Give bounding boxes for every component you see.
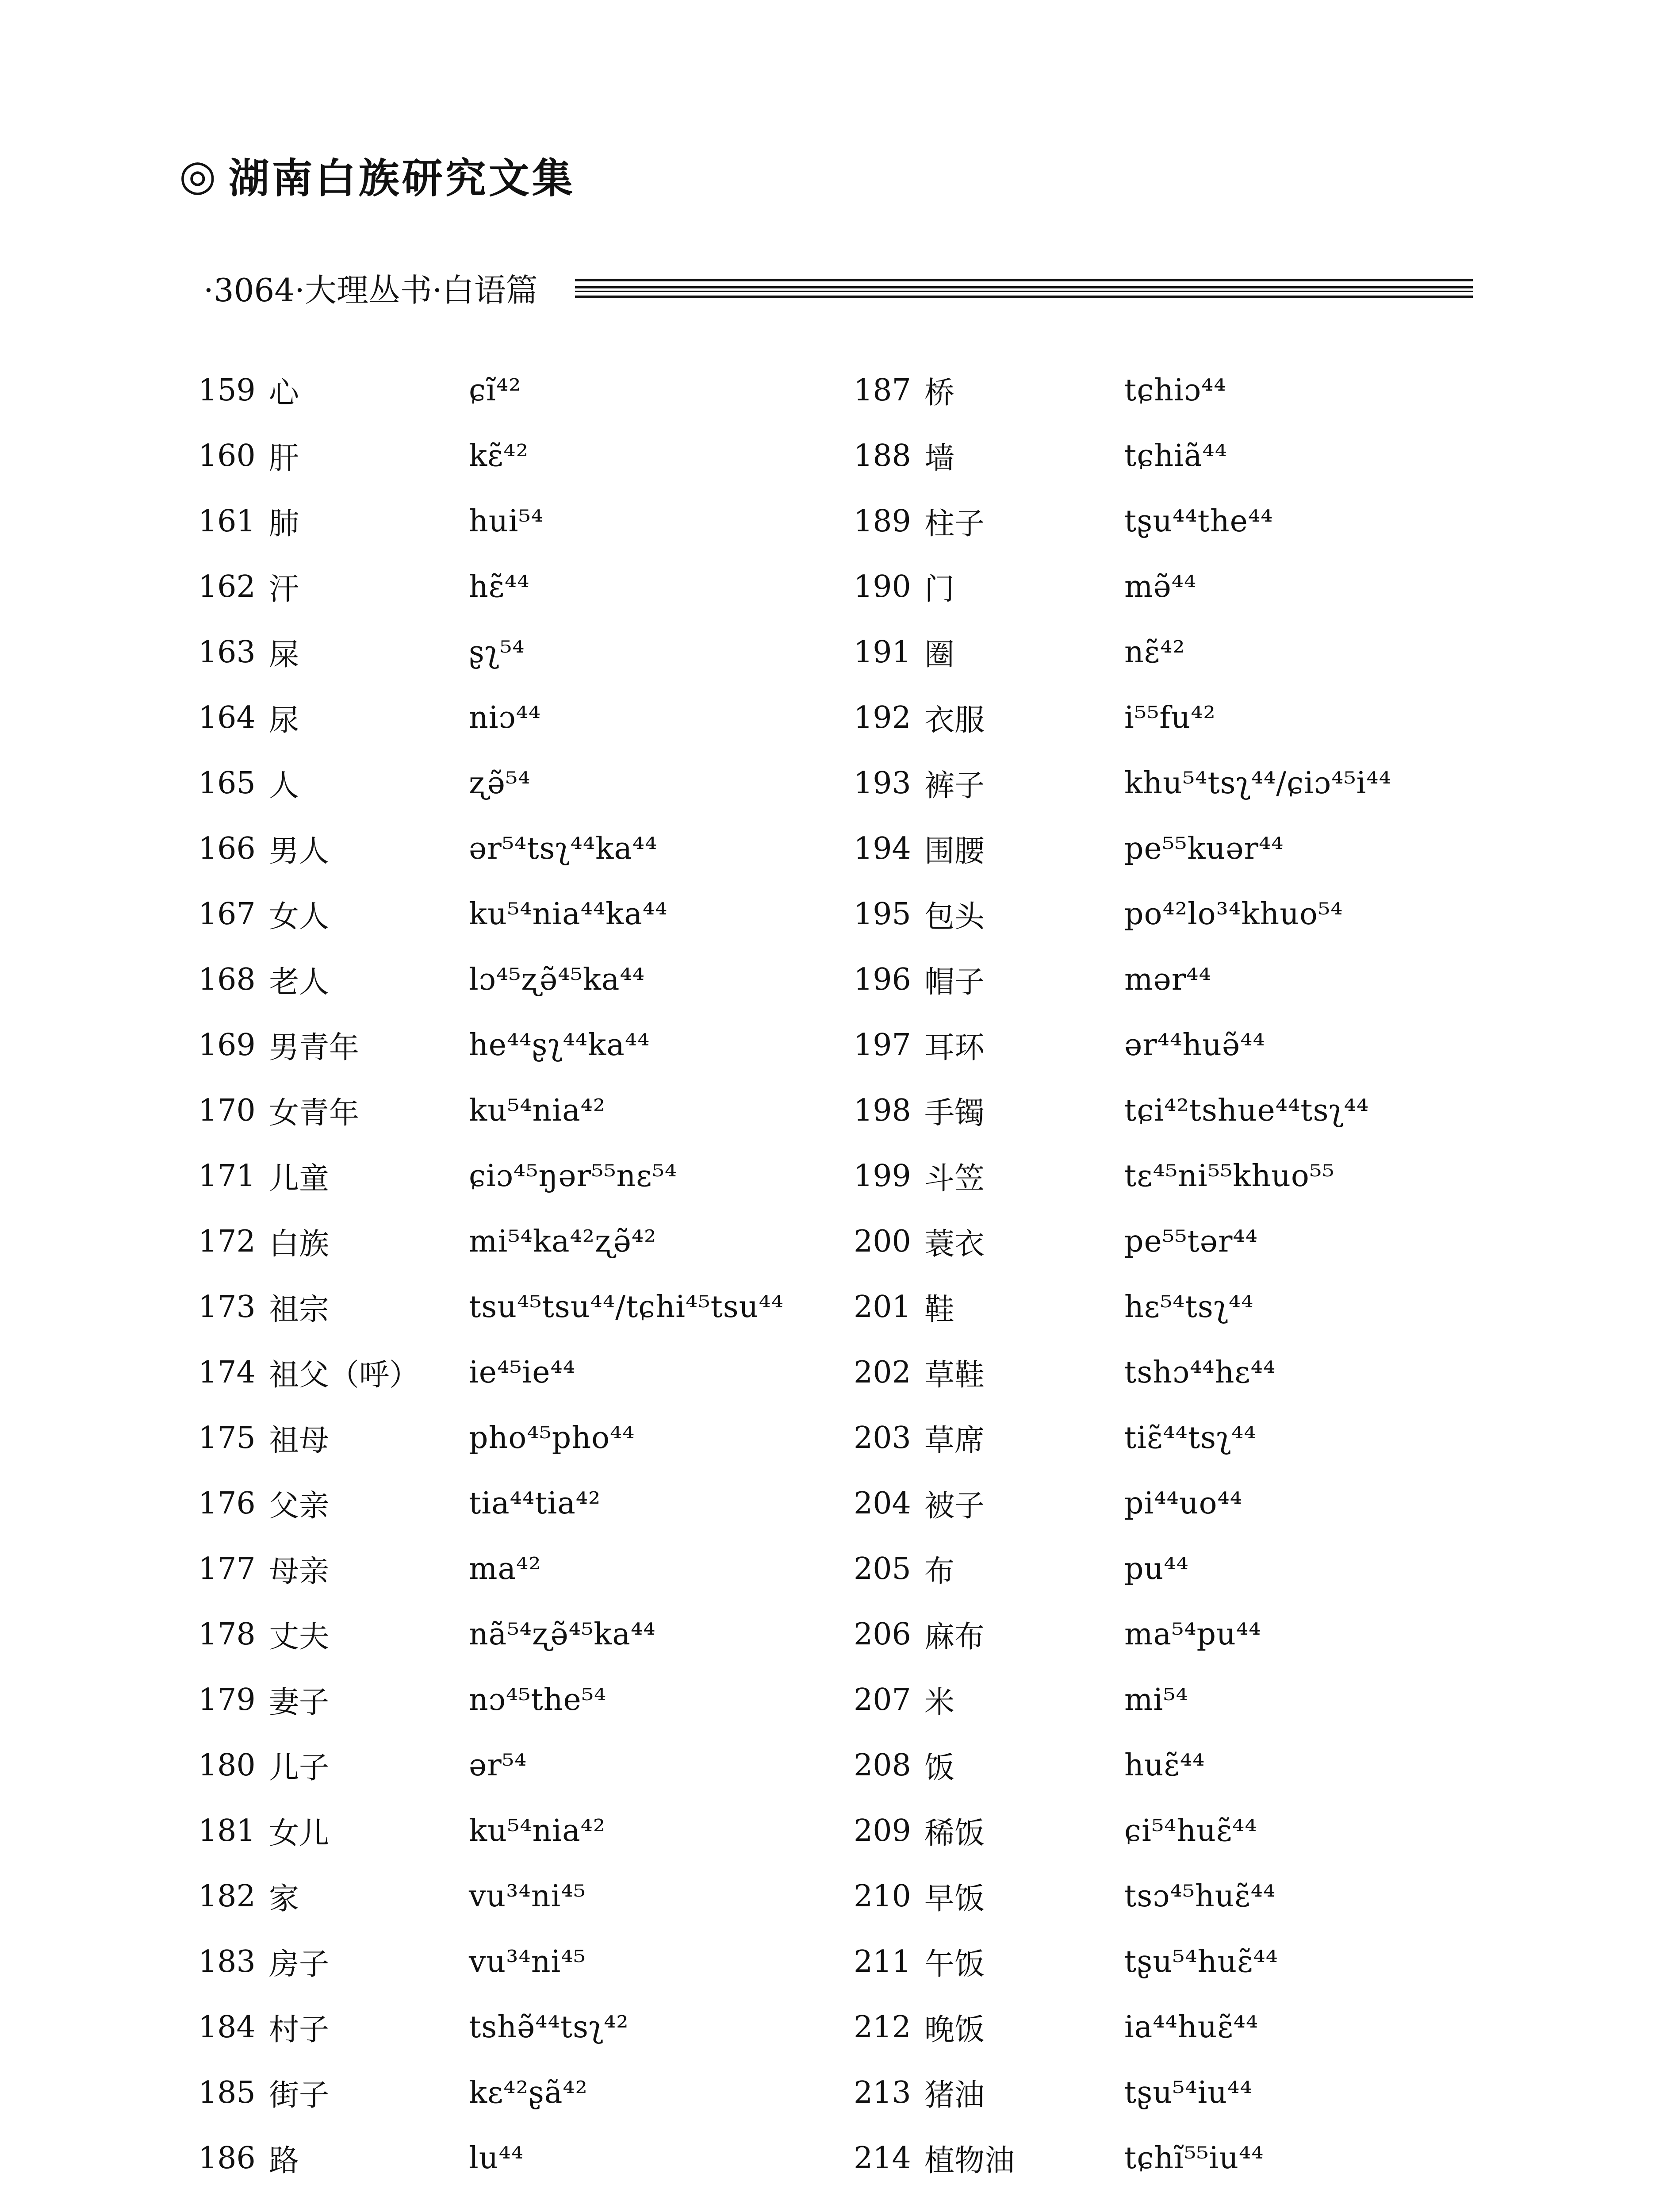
entry-pronunciation: he⁴⁴ʂʅ⁴⁴ka⁴⁴ bbox=[469, 1027, 650, 1063]
entry-chinese: 午饭 bbox=[924, 1947, 985, 1982]
word-entry bbox=[854, 1863, 1606, 1929]
entry-number: 160 bbox=[198, 438, 256, 473]
entry-number: 197 bbox=[854, 1027, 911, 1063]
entry-pronunciation: ɕiɔ⁴⁵ŋər⁵⁵nɛ⁵⁴ bbox=[469, 1158, 678, 1194]
entry-chinese: 父亲 bbox=[269, 1488, 330, 1524]
word-entry bbox=[854, 1340, 1606, 1405]
entry-chinese: 尿 bbox=[269, 703, 299, 738]
entry-chinese: 男青年 bbox=[269, 1030, 360, 1065]
word-entry bbox=[198, 1667, 950, 1732]
word-entry bbox=[854, 1274, 1606, 1340]
entry-number: 188 bbox=[854, 438, 911, 473]
entry-number: 179 bbox=[198, 1682, 256, 1717]
word-entry bbox=[854, 1929, 1606, 1994]
entry-number: 169 bbox=[198, 1027, 256, 1063]
entry-chinese: 麻布 bbox=[924, 1619, 985, 1655]
entry-pronunciation: ie⁴⁵ie⁴⁴ bbox=[469, 1355, 576, 1390]
entry-number: 161 bbox=[198, 503, 256, 539]
entry-chinese: 肝 bbox=[269, 441, 299, 476]
entry-chinese: 草鞋 bbox=[924, 1357, 985, 1393]
word-entry bbox=[854, 2125, 1606, 2191]
entry-chinese: 家 bbox=[269, 1881, 299, 1916]
entry-pronunciation: ku⁵⁴nia⁴² bbox=[469, 1813, 606, 1848]
entry-chinese: 女青年 bbox=[269, 1095, 360, 1131]
word-entry bbox=[198, 2060, 950, 2125]
entry-number: 167 bbox=[198, 896, 256, 932]
word-entry bbox=[198, 1405, 950, 1471]
entry-number: 186 bbox=[198, 2140, 256, 2176]
entry-pronunciation: ʂʅ⁵⁴ bbox=[469, 634, 525, 670]
word-entry bbox=[854, 554, 1606, 619]
word-entry bbox=[198, 816, 950, 881]
word-entry bbox=[198, 554, 950, 619]
entry-pronunciation: mər⁴⁴ bbox=[1124, 962, 1211, 997]
entry-number: 175 bbox=[198, 1420, 256, 1455]
entry-pronunciation: pe⁵⁵kuər⁴⁴ bbox=[1124, 831, 1284, 866]
entry-pronunciation: tshɔ⁴⁴hɛ⁴⁴ bbox=[1124, 1355, 1276, 1390]
word-entry bbox=[198, 1143, 950, 1209]
entry-chinese: 植物油 bbox=[924, 2143, 1015, 2178]
word-entry bbox=[198, 750, 950, 816]
entry-chinese: 肺 bbox=[269, 506, 299, 541]
entry-chinese: 屎 bbox=[269, 637, 299, 672]
series-mark: ◎ bbox=[179, 150, 219, 200]
entry-chinese: 桥 bbox=[924, 375, 955, 411]
word-entry bbox=[854, 357, 1606, 423]
entry-number: 178 bbox=[198, 1617, 256, 1652]
entry-chinese: 布 bbox=[924, 1554, 955, 1589]
entry-pronunciation: ər⁴⁴huə̃⁴⁴ bbox=[1124, 1027, 1265, 1063]
word-entry bbox=[198, 947, 950, 1012]
entry-chinese: 草席 bbox=[924, 1423, 985, 1458]
entry-pronunciation: tɕhiɔ⁴⁴ bbox=[1124, 373, 1226, 408]
entry-number: 181 bbox=[198, 1813, 256, 1848]
entry-number: 212 bbox=[854, 2009, 911, 2045]
entry-pronunciation: tshə̃⁴⁴tsʅ⁴² bbox=[469, 2009, 629, 2045]
entry-number: 184 bbox=[198, 2009, 256, 2045]
entry-pronunciation: tia⁴⁴tia⁴² bbox=[469, 1486, 601, 1521]
word-entry bbox=[854, 619, 1606, 685]
word-entry bbox=[854, 1209, 1606, 1274]
entry-number: 183 bbox=[198, 1944, 256, 1979]
entry-pronunciation: kɛ̃⁴² bbox=[469, 438, 529, 473]
entry-number: 172 bbox=[198, 1224, 256, 1259]
entry-pronunciation: mi⁵⁴ka⁴²ʐə̃⁴² bbox=[469, 1224, 657, 1259]
entry-number: 177 bbox=[198, 1551, 256, 1586]
entry-number: 176 bbox=[198, 1486, 256, 1521]
entry-pronunciation: niɔ⁴⁴ bbox=[469, 700, 541, 735]
word-entry bbox=[198, 357, 950, 423]
word-entry bbox=[854, 685, 1606, 750]
entry-chinese: 祖母 bbox=[269, 1423, 330, 1458]
entry-number: 173 bbox=[198, 1289, 256, 1325]
word-entry bbox=[854, 423, 1606, 488]
entry-pronunciation: pi⁴⁴uo⁴⁴ bbox=[1124, 1486, 1243, 1521]
entry-pronunciation: tɕhiã⁴⁴ bbox=[1124, 438, 1228, 473]
entry-pronunciation: tɛ⁴⁵ni⁵⁵khuo⁵⁵ bbox=[1124, 1158, 1335, 1194]
entry-number: 168 bbox=[198, 962, 256, 997]
entry-number: 200 bbox=[854, 1224, 911, 1259]
entry-chinese: 被子 bbox=[924, 1488, 985, 1524]
entry-pronunciation: ɕi⁵⁴huɛ̃⁴⁴ bbox=[1124, 1813, 1257, 1848]
entry-pronunciation: nɛ̃⁴² bbox=[1124, 634, 1185, 670]
entry-chinese: 晚饭 bbox=[924, 2012, 985, 2047]
entry-pronunciation: ma⁵⁴pu⁴⁴ bbox=[1124, 1617, 1261, 1652]
entry-chinese: 白族 bbox=[269, 1226, 330, 1262]
entry-number: 187 bbox=[854, 373, 911, 408]
entry-number: 205 bbox=[854, 1551, 911, 1586]
entry-chinese: 老人 bbox=[269, 964, 330, 1000]
entry-pronunciation: tʂu⁵⁴iu⁴⁴ bbox=[1124, 2075, 1253, 2110]
entry-chinese: 围腰 bbox=[924, 833, 985, 869]
entry-number: 162 bbox=[198, 569, 256, 604]
entry-chinese: 人 bbox=[269, 768, 299, 803]
entry-chinese: 女儿 bbox=[269, 1816, 330, 1851]
entry-pronunciation: ɕĩ⁴² bbox=[469, 373, 521, 408]
entry-pronunciation: kɛ⁴²ʂã⁴² bbox=[469, 2075, 588, 2110]
entry-number: 209 bbox=[854, 1813, 911, 1848]
entry-pronunciation: po⁴²lo³⁴khuo⁵⁴ bbox=[1124, 896, 1343, 932]
entry-pronunciation: tɕhĩ⁵⁵iu⁴⁴ bbox=[1124, 2140, 1264, 2176]
entry-number: 180 bbox=[198, 1747, 256, 1783]
entry-pronunciation: ʐə̃⁵⁴ bbox=[469, 765, 531, 801]
word-entry bbox=[854, 750, 1606, 816]
entry-chinese: 稀饭 bbox=[924, 1816, 985, 1851]
word-entry bbox=[854, 2060, 1606, 2125]
entry-chinese: 丈夫 bbox=[269, 1619, 330, 1655]
word-entry bbox=[198, 1929, 950, 1994]
entry-chinese: 村子 bbox=[269, 2012, 330, 2047]
entry-number: 171 bbox=[198, 1158, 256, 1194]
word-entry bbox=[854, 1471, 1606, 1536]
entry-number: 189 bbox=[854, 503, 911, 539]
entry-number: 182 bbox=[198, 1878, 256, 1914]
header-rule bbox=[575, 279, 1473, 298]
entry-number: 164 bbox=[198, 700, 256, 735]
entry-chinese: 房子 bbox=[269, 1947, 330, 1982]
header-rule-inner bbox=[575, 286, 1473, 288]
word-entry bbox=[854, 488, 1606, 554]
header-rule-inner-thin bbox=[575, 291, 1473, 292]
entry-pronunciation: hui⁵⁴ bbox=[469, 503, 544, 539]
entry-number: 192 bbox=[854, 700, 911, 735]
entry-chinese: 儿子 bbox=[269, 1750, 330, 1786]
entry-number: 195 bbox=[854, 896, 911, 932]
entry-number: 204 bbox=[854, 1486, 911, 1521]
entry-number: 166 bbox=[198, 831, 256, 866]
entry-chinese: 斗笠 bbox=[924, 1161, 985, 1196]
entry-pronunciation: nã⁵⁴ʐə̃⁴⁵ka⁴⁴ bbox=[469, 1617, 656, 1652]
entry-chinese: 鞋 bbox=[924, 1292, 955, 1327]
word-entry bbox=[198, 685, 950, 750]
entry-pronunciation: ər⁵⁴tsʅ⁴⁴ka⁴⁴ bbox=[469, 831, 658, 866]
entry-number: 196 bbox=[854, 962, 911, 997]
word-entry bbox=[198, 488, 950, 554]
entry-chinese: 饭 bbox=[924, 1750, 955, 1786]
entry-pronunciation: tsɔ⁴⁵huɛ̃⁴⁴ bbox=[1124, 1878, 1276, 1914]
entry-pronunciation: ma⁴² bbox=[469, 1551, 541, 1586]
word-entry bbox=[854, 1994, 1606, 2060]
word-entry bbox=[854, 1405, 1606, 1471]
word-entry bbox=[198, 2125, 950, 2191]
entry-chinese: 母亲 bbox=[269, 1554, 330, 1589]
entry-chinese: 包头 bbox=[924, 899, 985, 934]
entry-pronunciation: huɛ̃⁴⁴ bbox=[1124, 1747, 1205, 1783]
entry-pronunciation: mi⁵⁴ bbox=[1124, 1682, 1188, 1717]
entry-pronunciation: hɛ⁵⁴tsʅ⁴⁴ bbox=[1124, 1289, 1254, 1325]
entry-pronunciation: vu³⁴ni⁴⁵ bbox=[469, 1878, 586, 1914]
word-entry bbox=[198, 1274, 950, 1340]
word-entry bbox=[854, 1798, 1606, 1863]
entry-pronunciation: vu³⁴ni⁴⁵ bbox=[469, 1944, 586, 1979]
series-header bbox=[179, 140, 710, 211]
word-entry bbox=[854, 1732, 1606, 1798]
word-entry bbox=[854, 1601, 1606, 1667]
entry-pronunciation: tɕi⁴²tshue⁴⁴tsʅ⁴⁴ bbox=[1124, 1093, 1369, 1128]
entry-pronunciation: i⁵⁵fu⁴² bbox=[1124, 700, 1216, 735]
entry-number: 185 bbox=[198, 2075, 256, 2110]
entry-number: 210 bbox=[854, 1878, 911, 1914]
entry-chinese: 心 bbox=[269, 375, 299, 411]
entry-pronunciation: nɔ⁴⁵the⁵⁴ bbox=[469, 1682, 607, 1717]
entry-number: 165 bbox=[198, 765, 256, 801]
entry-pronunciation: hɛ̃⁴⁴ bbox=[469, 569, 530, 604]
word-entry bbox=[198, 619, 950, 685]
entry-number: 201 bbox=[854, 1289, 911, 1325]
entry-number: 202 bbox=[854, 1355, 911, 1390]
entry-chinese: 圈 bbox=[924, 637, 955, 672]
word-entry bbox=[198, 1994, 950, 2060]
entry-number: 174 bbox=[198, 1355, 256, 1390]
entry-number: 170 bbox=[198, 1093, 256, 1128]
entry-number: 159 bbox=[198, 373, 256, 408]
entry-number: 203 bbox=[854, 1420, 911, 1455]
word-entry bbox=[198, 1471, 950, 1536]
entry-chinese: 路 bbox=[269, 2143, 299, 2178]
entry-number: 207 bbox=[854, 1682, 911, 1717]
word-entry bbox=[854, 881, 1606, 947]
entry-pronunciation: ər⁵⁴ bbox=[469, 1747, 527, 1783]
word-entry bbox=[198, 1012, 950, 1078]
entry-pronunciation: tsu⁴⁵tsu⁴⁴/tɕhi⁴⁵tsu⁴⁴ bbox=[469, 1289, 784, 1325]
entry-number: 208 bbox=[854, 1747, 911, 1783]
entry-number: 214 bbox=[854, 2140, 911, 2176]
entry-chinese: 男人 bbox=[269, 833, 330, 869]
word-entry bbox=[198, 1732, 950, 1798]
entry-chinese: 米 bbox=[924, 1685, 955, 1720]
entry-chinese: 手镯 bbox=[924, 1095, 985, 1131]
entry-number: 198 bbox=[854, 1093, 911, 1128]
word-entry bbox=[198, 1536, 950, 1601]
entry-chinese: 裤子 bbox=[924, 768, 985, 803]
word-entry bbox=[198, 1340, 950, 1405]
entry-pronunciation: ku⁵⁴nia⁴² bbox=[469, 1093, 606, 1128]
entry-pronunciation: tʂu⁴⁴the⁴⁴ bbox=[1124, 503, 1273, 539]
word-entry bbox=[198, 881, 950, 947]
entry-number: 163 bbox=[198, 634, 256, 670]
entry-number: 193 bbox=[854, 765, 911, 801]
word-entry bbox=[854, 1078, 1606, 1143]
entry-chinese: 柱子 bbox=[924, 506, 985, 541]
entry-pronunciation: mə̃⁴⁴ bbox=[1124, 569, 1197, 604]
entry-chinese: 衣服 bbox=[924, 703, 985, 738]
entry-pronunciation: tiɛ̃⁴⁴tsʅ⁴⁴ bbox=[1124, 1420, 1257, 1455]
word-entry bbox=[198, 1798, 950, 1863]
entry-chinese: 儿童 bbox=[269, 1161, 330, 1196]
word-entry bbox=[198, 1078, 950, 1143]
entry-pronunciation: pho⁴⁵pho⁴⁴ bbox=[469, 1420, 635, 1455]
entry-chinese: 猪油 bbox=[924, 2078, 985, 2113]
entry-number: 213 bbox=[854, 2075, 911, 2110]
word-entry bbox=[198, 1863, 950, 1929]
word-entry bbox=[854, 1536, 1606, 1601]
entry-chinese: 女人 bbox=[269, 899, 330, 934]
series-title: 湖南白族研究文集 bbox=[228, 154, 575, 202]
entry-number: 199 bbox=[854, 1158, 911, 1194]
entry-number: 194 bbox=[854, 831, 911, 866]
entry-pronunciation: khu⁵⁴tsʅ⁴⁴/ɕiɔ⁴⁵i⁴⁴ bbox=[1124, 765, 1391, 801]
word-entry bbox=[854, 947, 1606, 1012]
entry-pronunciation: lu⁴⁴ bbox=[469, 2140, 524, 2176]
entry-pronunciation: lɔ⁴⁵ʐə̃⁴⁵ka⁴⁴ bbox=[469, 962, 645, 997]
entry-chinese: 蓑衣 bbox=[924, 1226, 985, 1262]
entry-number: 211 bbox=[854, 1944, 911, 1979]
entry-chinese: 妻子 bbox=[269, 1685, 330, 1720]
word-entry bbox=[198, 423, 950, 488]
word-entry bbox=[854, 1667, 1606, 1732]
entry-chinese: 耳环 bbox=[924, 1030, 985, 1065]
entry-chinese: 祖父（呼） bbox=[269, 1357, 420, 1393]
entry-number: 206 bbox=[854, 1617, 911, 1652]
word-entry bbox=[198, 1601, 950, 1667]
entry-chinese: 早饭 bbox=[924, 1881, 985, 1916]
word-entry bbox=[198, 1209, 950, 1274]
entry-pronunciation: tʂu⁵⁴huɛ̃⁴⁴ bbox=[1124, 1944, 1278, 1979]
entry-chinese: 门 bbox=[924, 572, 955, 607]
entry-pronunciation: pe⁵⁵tər⁴⁴ bbox=[1124, 1224, 1258, 1259]
entry-chinese: 帽子 bbox=[924, 964, 985, 1000]
entry-chinese: 祖宗 bbox=[269, 1292, 330, 1327]
entry-pronunciation: ku⁵⁴nia⁴⁴ka⁴⁴ bbox=[469, 896, 668, 932]
entry-number: 191 bbox=[854, 634, 911, 670]
entry-pronunciation: pu⁴⁴ bbox=[1124, 1551, 1189, 1586]
entry-number: 190 bbox=[854, 569, 911, 604]
word-entry bbox=[854, 1143, 1606, 1209]
word-entry bbox=[854, 1012, 1606, 1078]
entry-chinese: 街子 bbox=[269, 2078, 330, 2113]
entry-pronunciation: ia⁴⁴huɛ̃⁴⁴ bbox=[1124, 2009, 1259, 2045]
running-head: ·3064·大理丛书·白语篇 bbox=[203, 272, 538, 309]
entry-chinese: 汗 bbox=[269, 572, 299, 607]
word-entry bbox=[854, 816, 1606, 881]
entry-chinese: 墙 bbox=[924, 441, 955, 476]
